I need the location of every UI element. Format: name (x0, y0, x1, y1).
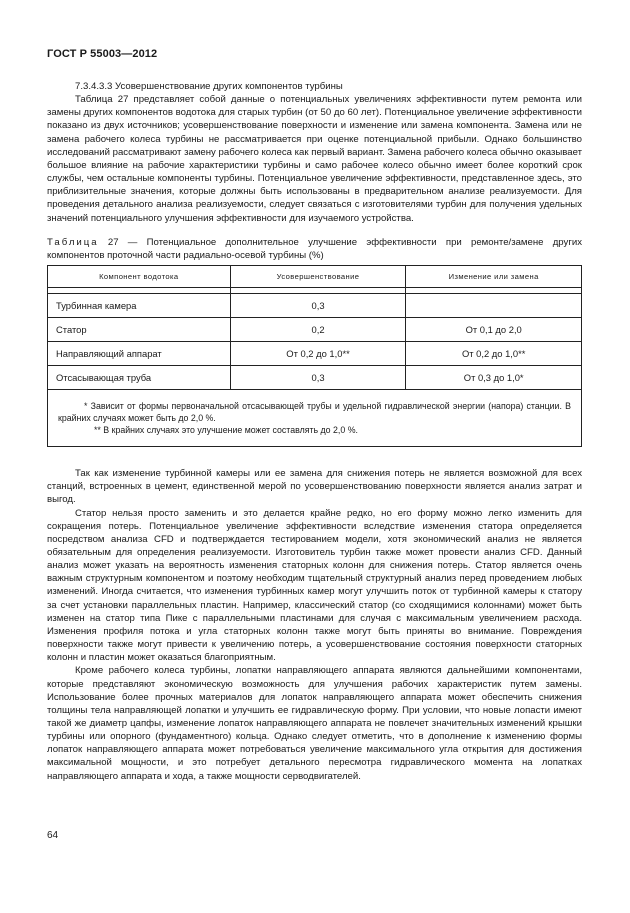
body-paragraph: Так как изменение турбинной камеры или ее замена для снижения потерь не является возможной для всех станций, встроенных в цемент, единственной мерой по усовершенствованию поверхности является анализ затрат и выгод. (47, 468, 582, 506)
intro-paragraph: Таблица 27 представляет собой данные о потенциальных увеличениях эффективности путем ремонта или замены других компонентов водотока для старых турбин (от 50 до 60 лет). Потенциальное увеличение эффективности показано из двух источников; усовершенствование поверхности и изменение или замена компонента. Замена или не замена рабочего колеса турбины не рассматривается при оценке потенциальной прибыли. Однако большинство исследований рассматривают замену рабочего колеса как первый вариант. Замена рабочего колеса обычно оказывает большое влияние на рабочие характеристики турбины и само рабочее колесо обычно имеет более короткий срок службы, чем остальные компоненты турбины. Потенциальное увеличение эффективности, представленное здесь, это приблизительные значения, которые должны быть использованы в предварительном анализе реализуемости. Для проведения детального анализа реализуемости, следует связаться с изготовителями турбин для получения удельных значений потенциального улучшения эффективности для изучаемого устройства. (47, 94, 582, 224)
table-cell: От 0,2 до 1,0** (406, 342, 582, 366)
table-cell: 0,3 (230, 294, 406, 318)
table-row (48, 318, 582, 342)
table-header-row (48, 266, 582, 288)
table-cell: 0,3 (230, 366, 406, 390)
table-row (48, 366, 582, 390)
page-content (47, 80, 582, 783)
table-cell: Турбинная камера (48, 294, 231, 318)
table-row (48, 342, 582, 366)
table-footnotes (48, 390, 582, 447)
table-caption-label: Таблица (47, 236, 99, 248)
column-header: Компонент водотока (48, 266, 231, 288)
table-cell: Отсасывающая труба (48, 366, 231, 390)
table-cell: 0,2 (230, 318, 406, 342)
table-row (48, 294, 582, 318)
table-cell: От 0,1 до 2,0 (406, 318, 582, 342)
column-header: Изменение или замена (406, 266, 582, 288)
table-footnote-row (48, 390, 582, 447)
body-paragraph: Кроме рабочего колеса турбины, лопатки направляющего аппарата являются дальнейшими компонентами, которые представляют экономическую возможность для улучшения рабочих характеристик путем замены. Использование более прочных материалов для лопаток направляющего аппарата может обеспечить снижения толщины тела направляющей лопатки и улучшить ее гидравлическую форму. При условии, что новые лопасти имеют такой же диаметр цапфы, изменение лопаток направляющего аппарата не повлечет значительных изменений крышки турбины или опорного (фундаментного) кольца. Однако следует отметить, что в дополнение к изменению формы лопаток направляющего аппарата может потребоваться увеличение максимального угла открытия для достижения максимальной мощности, и это потребует детального пересмотра гидравлического момента на лопатках направляющего аппарата и хода, а также мощности серводвигателей. (47, 665, 582, 782)
table-caption (47, 236, 582, 262)
footnote: ** В крайних случаях это улучшение может составлять до 2,0 %. (94, 425, 358, 436)
table-cell: Статор (48, 318, 231, 342)
footnote: * Зависит от формы первоначальной отсасывающей трубы и удельной гидравлической энергии (напора) станции. В крайних случаях может быть до 2,0 %. (58, 401, 571, 424)
column-header: Усовершенствование (230, 266, 406, 288)
body-paragraph: Статор нельзя просто заменить и это делается крайне редко, но его форму можно легко изменить для сокращения потерь. Потенциальное увеличение эффективности вследствие изменения статора определяется посредством анализа CFD и подтверждается тестированием модели, хотя экономический анализ не является обязательным для определения реализуемости. Изготовитель турбин также может провести анализ CFD. Данный анализ может указать на вероятность изменения статорных колонн для снижения потерь. Статор является очень важным структурным компонентом и поэтому необходим тщательный структурный анализ перед проведением любых изменений. Иногда считается, что изменения турбинных камер могут улучшить поток от турбинной камеры к статору за счет установки параллельных пластин. Например, классический статор (со сходящимися колоннами) может быть изменен на статор типа Пике с параллельными пластинами для случая с максимальным увеличением расхода. Изменения профиля потока и угла статорных колонн также могут быть приняты во внимание. Повреждения поверхности также могут привести к увеличению потерь, а усовершенствование состояния поверхности статорных колонн и пластин может оказаться благоприятным. (47, 507, 582, 664)
table-cell: От 0,3 до 1,0* (406, 366, 582, 390)
table-caption-text: 27 — Потенциальное дополнительное улучшение эффективности при ремонте/замене других компонентов проточной части радиально-осевой турбины (%) (47, 236, 582, 261)
page-header: ГОСТ Р 55003—2012 (47, 48, 158, 60)
table-cell: От 0,2 до 1,0** (230, 342, 406, 366)
page-number: 64 (47, 830, 59, 841)
table-cell: Направляющий аппарат (48, 342, 231, 366)
table-cell (406, 294, 582, 318)
section-title: 7.3.4.3.3 Усовершенствование других компонентов турбины (75, 81, 343, 92)
efficiency-table (47, 265, 582, 447)
